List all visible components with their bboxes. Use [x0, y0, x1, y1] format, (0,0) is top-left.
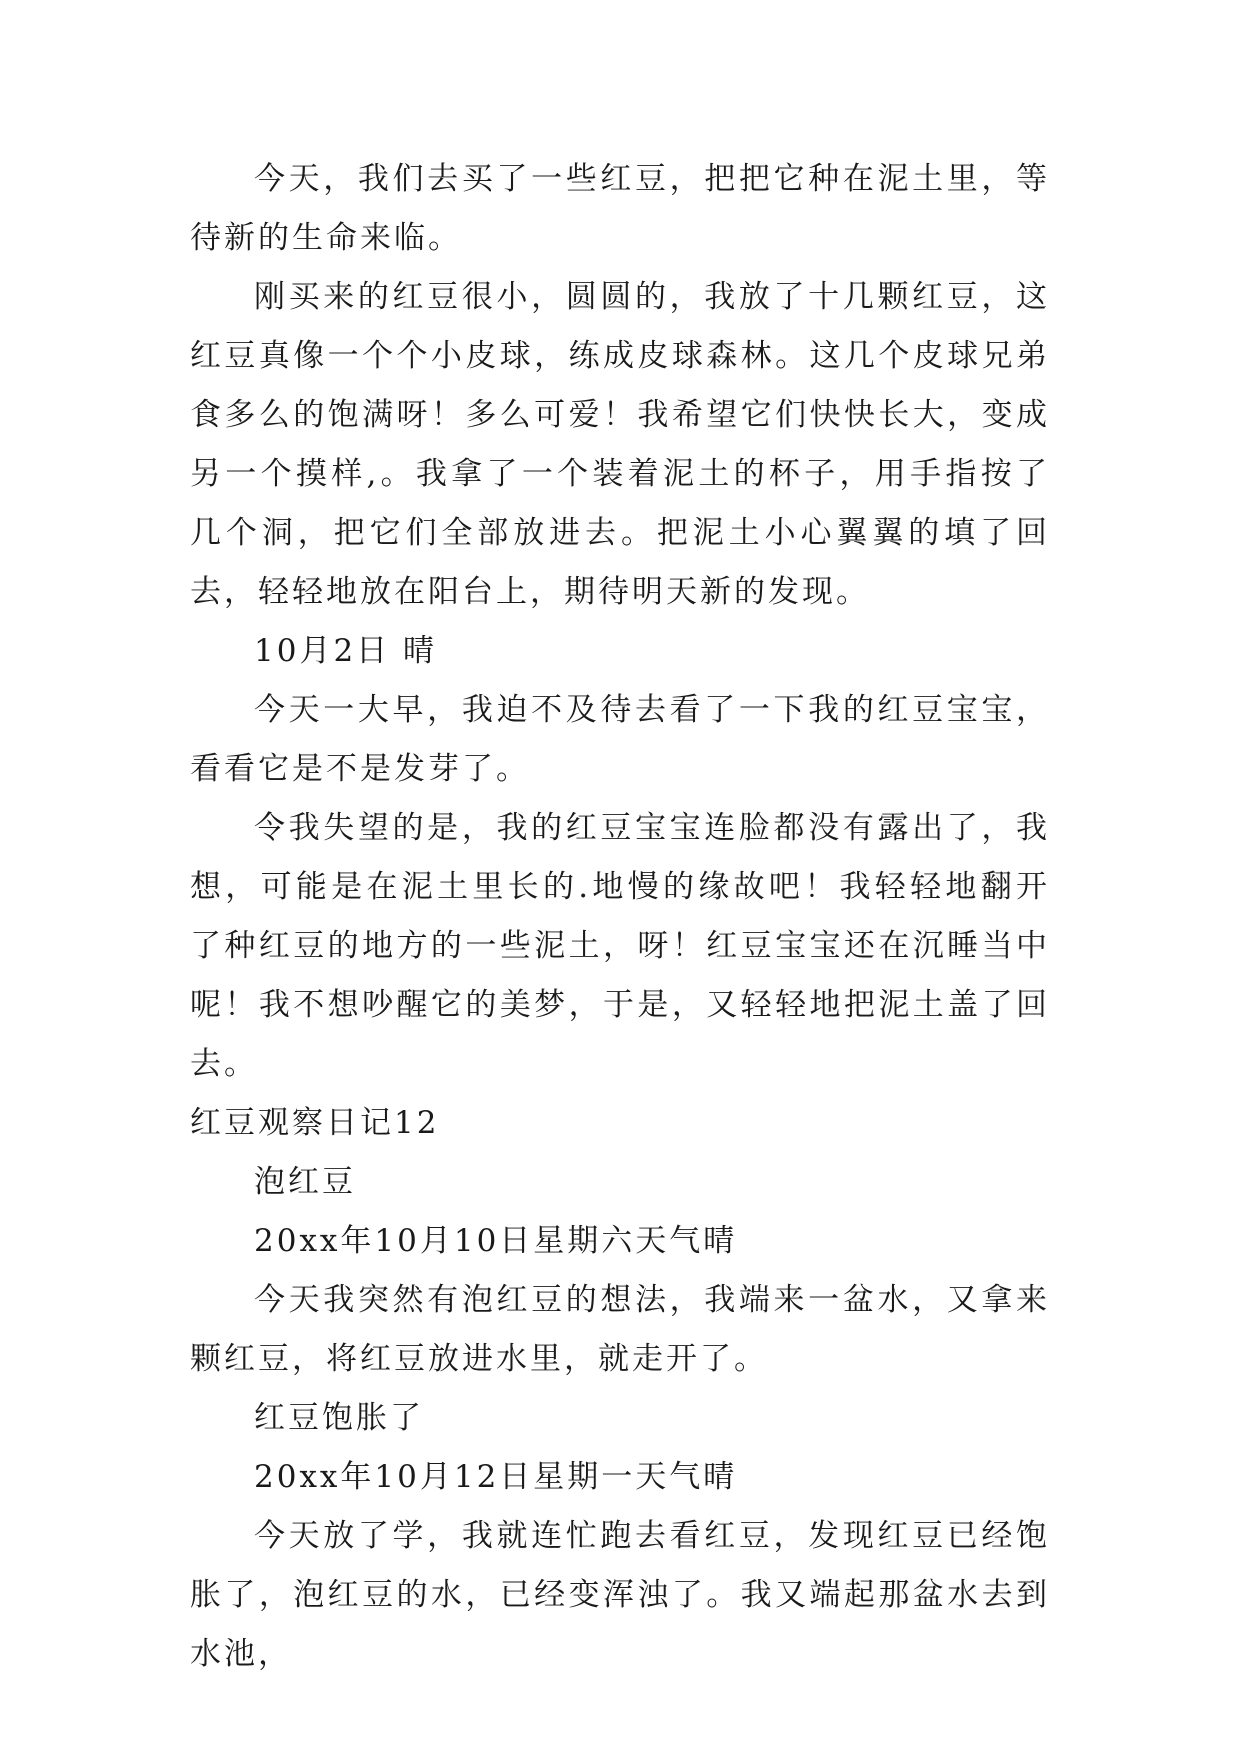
paragraph-swollen: 今天放了学，我就连忙跑去看红豆，发现红豆已经饱胀了，泡红豆的水，已经变浑浊了。我又端起那盆水去到水池，: [190, 1518, 1050, 1672]
entry-date-oct-2: 10月2日 晴: [254, 633, 438, 669]
paragraph-planting: 今天，我们去买了一些红豆，把把它种在泥土里，等待新的生命来临。: [190, 161, 1050, 256]
entry-date-oct-12: 20xx年10月12日星期一天气晴: [254, 1459, 738, 1495]
subheading-soaking: 泡红豆: [254, 1164, 356, 1200]
paragraph-morning-check: 今天一大早，我迫不及待去看了一下我的红豆宝宝，看看它是不是发芽了。: [190, 692, 1050, 787]
paragraph-first-look: 刚买来的红豆很小，圆圆的，我放了十几颗红豆，这红豆真像一个个小皮球，练成皮球森林。这几个皮球兄弟食多么的饱满呀！多么可爱！我希望它们快快长大，变成另一个摸样,。我拿了一个装着泥土的杯子，用手指按了几个洞，把它们全部放进去。把泥土小心翼翼的填了回去，轻轻地放在阳台上，期待明天新的发现。: [190, 279, 1050, 610]
entry-date-oct-10: 20xx年10月10日星期六天气晴: [254, 1223, 738, 1259]
subheading-swollen: 红豆饱胀了: [254, 1400, 424, 1436]
section-title: 红豆观察日记12: [190, 1105, 440, 1141]
document-body: [190, 150, 1050, 1684]
paragraph-disappointment: 令我失望的是，我的红豆宝宝连脸都没有露出了，我想，可能是在泥土里长的.地慢的缘故吧！我轻轻地翻开了种红豆的地方的一些泥土，呀！红豆宝宝还在沉睡当中呢！我不想吵醒它的美梦，于是，又轻轻地把泥土盖了回去。: [190, 810, 1050, 1082]
paragraph-soaking: 今天我突然有泡红豆的想法，我端来一盆水，又拿来颗红豆，将红豆放进水里，就走开了。: [190, 1282, 1050, 1377]
